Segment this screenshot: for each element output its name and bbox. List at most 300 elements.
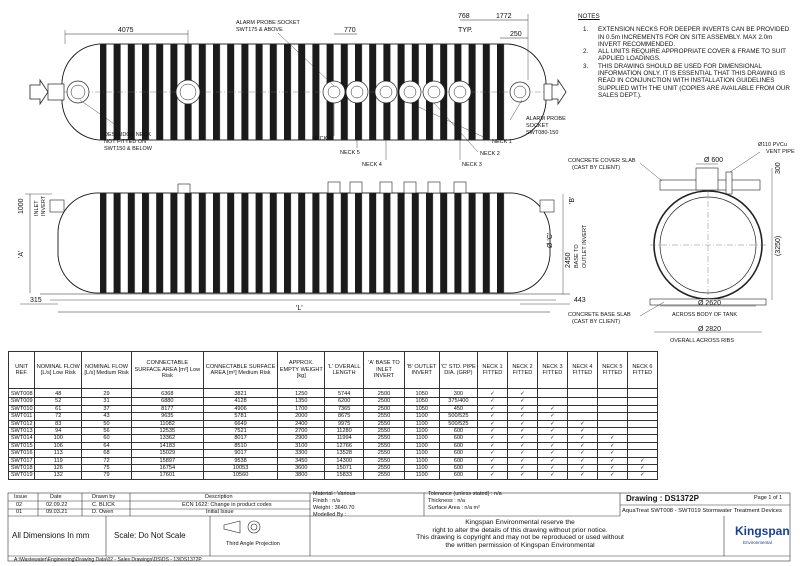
table-cell: ✓	[597, 465, 627, 472]
table-cell: ✓	[597, 442, 627, 449]
rev-02-date: 02.09.22	[46, 502, 68, 508]
rev-header-desc: Description	[205, 494, 233, 500]
table-cell: 13528	[325, 450, 364, 457]
table-cell: 1350	[278, 398, 325, 405]
table-cell: 8675	[325, 413, 364, 420]
table-cell: ✓	[597, 457, 627, 464]
table-cell: 3100	[278, 442, 325, 449]
table-cell: SWT011	[9, 413, 35, 420]
table-cell: ✓	[478, 457, 508, 464]
dim-768: 768	[458, 13, 470, 20]
table-cell: ✓	[478, 428, 508, 435]
table-cell: ✓	[478, 450, 508, 457]
table-cell	[627, 428, 657, 435]
table-cell: ✓	[478, 405, 508, 412]
table-cell: 600	[439, 442, 477, 449]
table-cell	[597, 413, 627, 420]
table-cell: 68	[82, 450, 132, 457]
col-area-low: CONNECTABLE SURFACE AREA [m²] Low Risk	[132, 352, 204, 389]
table-cell: 600	[439, 428, 477, 435]
table-cell	[597, 389, 627, 398]
table-cell: 9538	[203, 457, 278, 464]
table-cell: ✓	[567, 435, 597, 442]
table-cell: 1100	[404, 413, 439, 420]
table-cell: 60	[82, 435, 132, 442]
neck-5-label: NECK 5	[340, 150, 360, 156]
table-cell: 6368	[132, 389, 204, 398]
table-cell: 7521	[203, 428, 278, 435]
alarm-socket-right-line3: SWT080-150	[526, 130, 559, 136]
table-row	[9, 413, 658, 420]
table-cell: 16754	[132, 465, 204, 472]
dim-1000: 1000	[18, 198, 25, 214]
table-cell: 500/525	[439, 420, 477, 427]
rev-02-issue: 02	[16, 502, 23, 508]
table-cell: ✓	[567, 472, 597, 479]
table-cell: ✓	[537, 472, 567, 479]
neck-1-label: NECK 1	[492, 139, 512, 145]
table-cell: 600	[439, 465, 477, 472]
table-cell: 15071	[325, 465, 364, 472]
modelled-by: Modelled By :	[313, 512, 347, 518]
table-cell: 56	[82, 428, 132, 435]
desludge-neck-line3: SWT150 & BELOW	[104, 146, 152, 152]
table-cell: 2900	[278, 435, 325, 442]
table-cell: 2500	[364, 398, 405, 405]
table-cell: 2400	[278, 420, 325, 427]
neck-2-label: NECK 2	[480, 151, 500, 157]
neck-6-label: NECK 6	[312, 136, 332, 142]
table-cell: 113	[35, 450, 82, 457]
table-cell: 2550	[364, 465, 405, 472]
table-cell: 2500	[364, 389, 405, 398]
table-cell	[597, 428, 627, 435]
disclaimer	[320, 519, 720, 549]
note-1: 1. EXTENSION NECKS FOR DEEPER INVERTS CAN BE PROVIDED IN 0.5m INCREMENTS FOR ON SITE ASSEMBLY. MAX 2.0m INVERT RECOMMENDED.	[590, 26, 794, 48]
drawing-description: AquaTreat SWT008 - SWT019 Stormwater Treatment Devices	[622, 508, 782, 514]
table-cell: ✓	[597, 472, 627, 479]
table-cell: ✓	[478, 442, 508, 449]
table-cell: ✓	[537, 405, 567, 412]
table-cell: 2700	[278, 428, 325, 435]
table-cell: ✓	[537, 457, 567, 464]
table-cell	[627, 389, 657, 398]
table-cell: 2500	[364, 405, 405, 412]
disclaimer-line3: This drawing is copyright and may not be reproduced or used without	[416, 534, 624, 542]
dim-2450: 2450	[565, 252, 572, 268]
table-cell: ✓	[597, 450, 627, 457]
table-cell: 8017	[203, 435, 278, 442]
table-cell: 1100	[404, 465, 439, 472]
table-cell: 8510	[203, 442, 278, 449]
col-neck1: NECK 1 FITTED	[478, 352, 508, 389]
material: Material : Various	[313, 491, 356, 497]
table-cell: 1050	[404, 405, 439, 412]
table-cell	[567, 413, 597, 420]
table-cell: 61	[35, 405, 82, 412]
inlet-invert-line2: INVERT	[41, 195, 47, 216]
table-cell: SWT010	[9, 405, 35, 412]
dim-2620: Ø 2620	[698, 300, 721, 307]
dim-770: 770	[344, 27, 356, 34]
table-row	[9, 428, 658, 435]
table-cell: 3821	[203, 389, 278, 398]
col-flow-medium: NOMINAL FLOW [L/s] Medium Risk	[82, 352, 132, 389]
table-cell: 600	[439, 450, 477, 457]
table-cell: 3800	[278, 472, 325, 479]
col-neck3: NECK 3 FITTED	[537, 352, 567, 389]
table-cell: 2550	[364, 420, 405, 427]
col-weight: APPROX. EMPTY WEIGHT [kg]	[278, 352, 325, 389]
rev-01-desc: Initial Issue	[206, 509, 234, 515]
table-cell: ✓	[537, 413, 567, 420]
dim-2820: Ø 2820	[698, 326, 721, 333]
vent-pipe-line2: VENT PIPE	[766, 149, 795, 155]
alarm-socket-right-line1: ALARM PROBE	[526, 116, 566, 122]
table-cell: 119	[35, 457, 82, 464]
table-cell: 1100	[404, 420, 439, 427]
col-a: 'A' BASE TO INLET INVERT	[364, 352, 405, 389]
table-cell: 1100	[404, 450, 439, 457]
table-cell: 15897	[132, 457, 204, 464]
table-row	[9, 442, 658, 449]
neck-3-label: NECK 3	[462, 162, 482, 168]
table-cell: ✓	[567, 450, 597, 457]
table-cell: 5744	[325, 389, 364, 398]
rev-header-drawn: Drawn by	[92, 494, 116, 500]
notes-title: NOTES	[578, 13, 600, 20]
table-cell: 1100	[404, 457, 439, 464]
drawing-number: Drawing : DS1372P	[626, 494, 699, 503]
table-cell: 1050	[404, 398, 439, 405]
base-outlet-line2: BASE TO	[574, 244, 580, 268]
table-header-row	[9, 352, 658, 389]
base-slab-line1: CONCRETE BASE SLAB	[568, 312, 631, 318]
table-cell: ✓	[508, 420, 538, 427]
thickness: Thickness : n/a	[428, 498, 465, 504]
desludge-neck-line2: NOT FITTED ON	[104, 139, 147, 145]
table-cell: 2550	[364, 457, 405, 464]
table-body	[9, 389, 658, 480]
col-c: 'C' STD. PIPE DIA. (GRP)	[439, 352, 477, 389]
disclaimer-line4: the written permission of Kingspan Environmental	[445, 541, 595, 549]
table-cell: 6200	[325, 398, 364, 405]
table-cell: SWT017	[9, 457, 35, 464]
table-cell	[627, 442, 657, 449]
table-cell: 1250	[278, 389, 325, 398]
table-cell: SWT012	[9, 420, 35, 427]
table-cell: 64	[82, 442, 132, 449]
dim-1772: 1772	[496, 13, 512, 20]
table-cell: 5781	[203, 413, 278, 420]
table-cell: ✓	[537, 428, 567, 435]
table-cell: 6880	[132, 398, 204, 405]
table-row	[9, 405, 658, 412]
table-row	[9, 465, 658, 472]
table-cell: 17601	[132, 472, 204, 479]
inlet-invert-line1: INLET	[34, 200, 40, 216]
table-cell: 2550	[364, 413, 405, 420]
table-cell: SWT015	[9, 442, 35, 449]
table-cell: 2550	[364, 450, 405, 457]
cover-slab-line1: CONCRETE COVER SLAB	[568, 158, 636, 164]
table-cell: ✓	[508, 472, 538, 479]
projection-label: Third Angle Projection	[226, 541, 280, 547]
file-path: A:\Wastewater\Engineering\Drawing Data\02 - Sales Drawings\DS\DS - 13\DS1372P	[14, 557, 202, 563]
notes-section	[578, 13, 794, 99]
dimensions-note: All Dimensions In mm	[12, 531, 90, 540]
col-length: 'L' OVERALL LENGTH	[325, 352, 364, 389]
table-cell: 79	[82, 472, 132, 479]
table-cell: 10560	[203, 472, 278, 479]
desludge-neck-line1: DESLUDGE NECK	[104, 132, 152, 138]
dim-4075: 4075	[118, 27, 134, 34]
disclaimer-line2: right to alter the details of this drawing without prior notice.	[432, 526, 608, 534]
table-cell: 600	[439, 435, 477, 442]
rev-01-issue: 01	[16, 509, 23, 515]
table-cell: ✓	[478, 398, 508, 405]
table-cell: 2550	[364, 428, 405, 435]
table-cell: ✓	[508, 457, 538, 464]
table-cell: SWT018	[9, 465, 35, 472]
table-row	[9, 420, 658, 427]
table-cell: 9017	[203, 450, 278, 457]
table-cell	[567, 405, 597, 412]
table-cell	[597, 398, 627, 405]
table-cell: 1100	[404, 428, 439, 435]
dim-a: 'A'	[18, 250, 25, 258]
finish: Finish : n/a	[313, 498, 340, 504]
table-cell: 10053	[203, 465, 278, 472]
spec-table	[8, 351, 658, 480]
weight: Weight : 3640.70	[313, 505, 355, 511]
table-cell: ✓	[567, 420, 597, 427]
table-cell: ✓	[627, 465, 657, 472]
table-cell: 2550	[364, 442, 405, 449]
alarm-socket-top-line2: SWT175 & ABOVE	[236, 27, 283, 33]
table-cell: ✓	[537, 450, 567, 457]
kingspan-logo-sub: Environmental	[743, 540, 772, 545]
rev-02-desc: ECN 1622: Change in product codes	[182, 502, 272, 508]
dim-315: 315	[30, 297, 42, 304]
table-cell: ✓	[478, 435, 508, 442]
table-cell: ✓	[508, 435, 538, 442]
table-cell: 52	[35, 398, 82, 405]
table-row	[9, 472, 658, 479]
table-cell: ✓	[508, 428, 538, 435]
table-cell: 1100	[404, 442, 439, 449]
rev-header-date: Date	[50, 494, 62, 500]
table-cell: 9635	[132, 413, 204, 420]
table-cell: 12766	[325, 442, 364, 449]
table-cell: 75	[82, 465, 132, 472]
alarm-socket-top-line1: ALARM PROBE SOCKET	[236, 20, 300, 26]
dim-443: 443	[574, 297, 586, 304]
table-cell: 600	[439, 457, 477, 464]
dim-250: 250	[510, 31, 522, 38]
col-neck6: NECK 6 FITTED	[627, 352, 657, 389]
table-cell: 15833	[325, 472, 364, 479]
col-area-medium: CONNECTABLE SURFACE AREA [m²] Medium Risk	[203, 352, 278, 389]
table-cell	[627, 413, 657, 420]
table-cell	[537, 398, 567, 405]
table-cell: 3450	[278, 457, 325, 464]
table-cell: 7365	[325, 405, 364, 412]
table-cell: ✓	[567, 465, 597, 472]
table-cell: 72	[82, 457, 132, 464]
table-cell: ✓	[567, 442, 597, 449]
rev-header-issue: Issue	[14, 494, 28, 500]
table-cell: ✓	[508, 465, 538, 472]
table-cell	[567, 389, 597, 398]
scale-note: Scale: Do Not Scale	[114, 531, 186, 540]
table-row	[9, 389, 658, 398]
page-number: Page 1 of 1	[754, 495, 783, 501]
col-neck2: NECK 2 FITTED	[508, 352, 538, 389]
table-cell: 300	[439, 389, 477, 398]
across-body-label: ACROSS BODY OF TANK	[672, 312, 738, 318]
surface-area: Surface Area : n/a m²	[428, 505, 480, 511]
dim-600: Ø 600	[704, 157, 724, 164]
table-cell: ✓	[537, 442, 567, 449]
table-cell: ✓	[508, 405, 538, 412]
table-cell: 450	[439, 405, 477, 412]
table-cell: 375/400	[439, 398, 477, 405]
col-unit-ref: UNIT REF.	[9, 352, 35, 389]
table-cell	[627, 405, 657, 412]
disclaimer-line1: Kingspan Environmental reserve the	[465, 519, 575, 526]
table-cell: 9975	[325, 420, 364, 427]
note-3: 3. THIS DRAWING SHOULD BE USED FOR DIMENSIONAL INFORMATION ONLY. IT IS ESSENTIAL THAT THIS DRAWING IS READ IN CONJUNCTION WITH INSTALLATION GUIDELINES SUPPLIED WITH THE UNIT (COPIES ARE AVAILABLE FROM OUR SALES DEPT.).	[590, 63, 794, 99]
table-cell: 126	[35, 465, 82, 472]
table-cell: 2000	[278, 413, 325, 420]
third-angle-projection-icon	[224, 521, 260, 533]
table-cell: 3600	[278, 465, 325, 472]
rev-01-drawn: D. Owen	[92, 509, 114, 515]
tolerance: Tolerance (unless stated) : n/a	[428, 491, 502, 497]
table-row	[9, 450, 658, 457]
table-cell: ✓	[478, 389, 508, 398]
table-cell: ✓	[537, 435, 567, 442]
table-cell: 2550	[364, 472, 405, 479]
rev-02-drawn: C. BLICK	[92, 502, 115, 508]
kingspan-logo: Kingspan	[735, 524, 790, 538]
table-cell: 8177	[132, 405, 204, 412]
table-cell: ✓	[478, 420, 508, 427]
table-cell: 15029	[132, 450, 204, 457]
col-neck4: NECK 4 FITTED	[567, 352, 597, 389]
dim-c: Ø 'C'	[547, 232, 554, 248]
col-flow-low: NOMINAL FLOW [L/s] Low Risk	[35, 352, 82, 389]
table-cell: ✓	[627, 472, 657, 479]
table-cell	[627, 450, 657, 457]
table-cell: 29	[82, 389, 132, 398]
table-cell: SWT013	[9, 428, 35, 435]
table-cell: 1100	[404, 472, 439, 479]
table-cell: 13362	[132, 435, 204, 442]
dim-typ: TYP.	[458, 27, 473, 34]
table-cell: ✓	[537, 465, 567, 472]
table-cell: ✓	[478, 465, 508, 472]
table-cell: ✓	[567, 457, 597, 464]
table-cell: 1100	[404, 435, 439, 442]
table-cell: 72	[35, 413, 82, 420]
table-cell	[567, 398, 597, 405]
table-cell: 11082	[132, 420, 204, 427]
table-cell: 1050	[404, 389, 439, 398]
dim-300: 300	[775, 162, 782, 174]
table-cell: 2550	[364, 435, 405, 442]
table-cell: 12535	[132, 428, 204, 435]
table-cell: SWT016	[9, 450, 35, 457]
table-cell: 14183	[132, 442, 204, 449]
table-cell: 106	[35, 442, 82, 449]
neck-4-label: NECK 4	[362, 162, 382, 168]
table-cell: SWT014	[9, 435, 35, 442]
table-cell: ✓	[508, 442, 538, 449]
col-b: 'B' OUTLET INVERT	[404, 352, 439, 389]
table-row	[9, 398, 658, 405]
table-cell: 37	[82, 405, 132, 412]
plan-view	[30, 13, 566, 168]
table-cell: 31	[82, 398, 132, 405]
table-row	[9, 457, 658, 464]
cover-slab-line2: (CAST BY CLIENT)	[572, 165, 621, 171]
dim-l: 'L'	[296, 305, 303, 312]
table-cell: 94	[35, 428, 82, 435]
table-cell: ✓	[508, 450, 538, 457]
table-cell	[627, 420, 657, 427]
table-cell: 4906	[203, 405, 278, 412]
table-cell: SWT019	[9, 472, 35, 479]
table-cell: 14300	[325, 457, 364, 464]
table-cell: ✓	[508, 398, 538, 405]
base-outlet-line3: OUTLET INVERT	[582, 224, 588, 268]
table-cell: 48	[35, 389, 82, 398]
table-cell	[597, 405, 627, 412]
table-cell: ✓	[627, 457, 657, 464]
table-cell: 11994	[325, 435, 364, 442]
end-view	[568, 142, 795, 344]
table-cell: ✓	[537, 420, 567, 427]
table-cell: 100	[35, 435, 82, 442]
table-cell: SWT008	[9, 389, 35, 398]
table-cell: 4128	[203, 398, 278, 405]
across-ribs-label: OVERALL ACROSS RIBS	[670, 338, 734, 344]
table-cell	[537, 389, 567, 398]
table-cell	[627, 435, 657, 442]
rev-01-date: 09.03.21	[46, 509, 68, 515]
table-cell: 83	[35, 420, 82, 427]
inlet-arrow-icon	[30, 80, 48, 104]
vent-pipe-line1: Ø110 PVCu	[758, 142, 787, 148]
note-2: 2. ALL UNITS REQUIRE APPROPRIATE COVER & FRAME TO SUIT APPLIED LOADINGS.	[590, 48, 794, 63]
table-cell: ✓	[597, 435, 627, 442]
table-cell: 132	[35, 472, 82, 479]
table-cell: ✓	[478, 472, 508, 479]
table-cell	[627, 398, 657, 405]
table-cell: 1700	[278, 405, 325, 412]
table-cell: ✓	[508, 389, 538, 398]
table-cell: 6649	[203, 420, 278, 427]
table-cell: 500/525	[439, 413, 477, 420]
dim-3250: (3250)	[775, 235, 782, 256]
table-cell: 3300	[278, 450, 325, 457]
table-cell: ✓	[478, 413, 508, 420]
side-view	[18, 182, 588, 312]
table-cell: ✓	[508, 413, 538, 420]
table-cell	[597, 420, 627, 427]
